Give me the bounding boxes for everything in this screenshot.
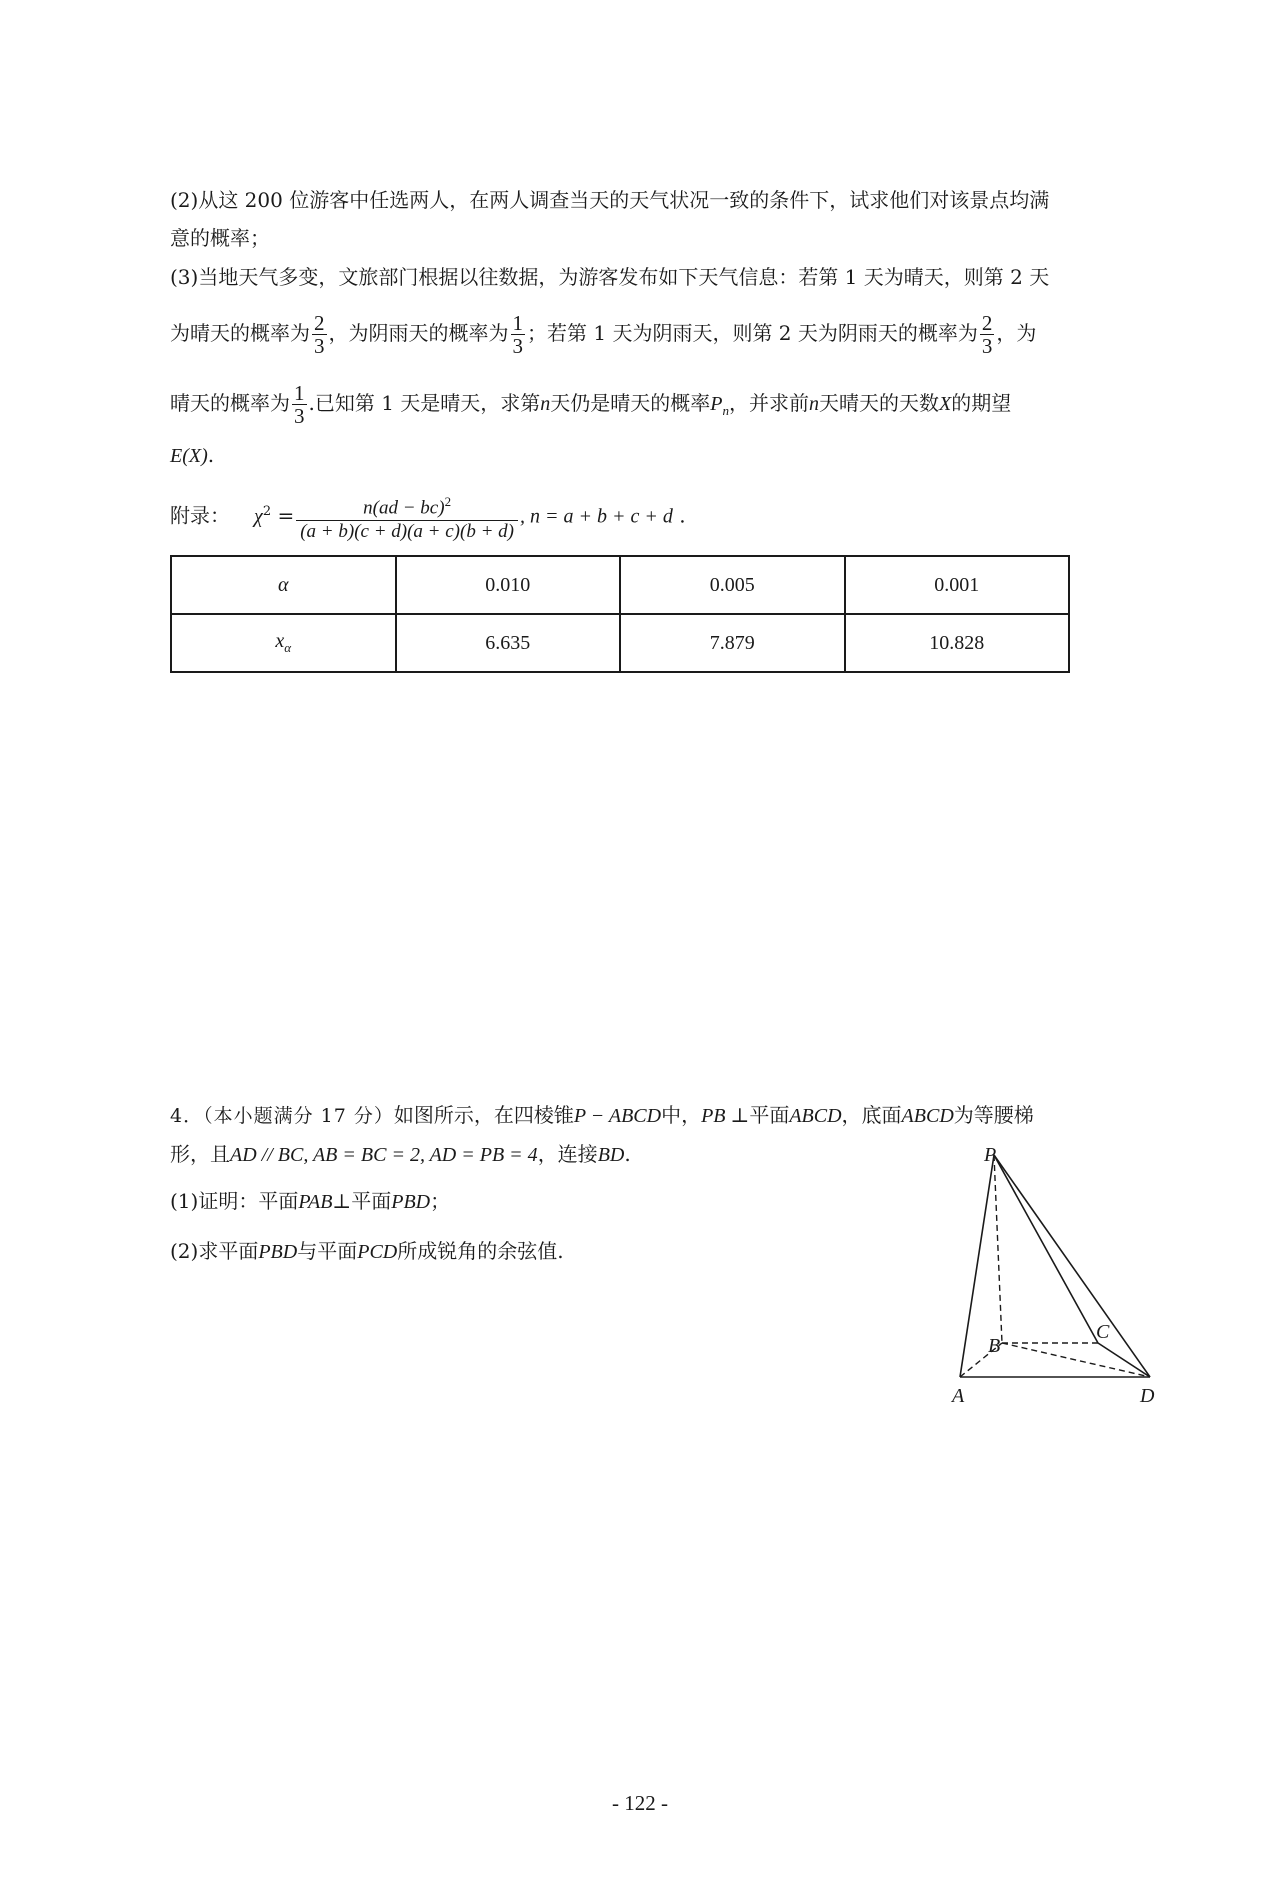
table-cell: 6.635: [396, 614, 621, 672]
table-header-alpha: α: [171, 556, 396, 614]
q4-line2: 形，且AD // BC, AB = BC = 2, AD = PB = 4，连接BD.: [170, 1142, 631, 1166]
q3-part2-line1: (2)从这 200 位游客中任选两人，在两人调查当天的天气状况一致的条件下，试求他们对该景点均满: [170, 188, 1050, 212]
page-number: - 122 -: [612, 1791, 668, 1815]
q3-part3-line3: 晴天的概率为 $\frac{1}{3}$ .已知第 1 天是晴天，求第n天仍是晴天的概率$P_n$，并求前n天晴天的天数X的期望: [170, 381, 1012, 428]
vertex-label-B: B: [988, 1335, 1001, 1357]
table-row: [171, 614, 1069, 672]
chi-square-formula: 附录： $\chi^2$ = $\frac{n(ad - bc)^2}{(a + b)(c + d)(a + c)(b + d)}$ , n = a + b + c + d .: [170, 484, 686, 545]
vertex-label-P: P: [984, 1145, 997, 1166]
q3-part2-line2: 意的概率；: [170, 226, 270, 250]
q3-part3-line1: (3)当地天气多变，文旅部门根据以往数据，为游客发布如下天气信息：若第 1 天为晴天，则第 2 天: [170, 265, 1050, 289]
q3-part3-line2: 为晴天的概率为 $\frac{2}{3}$ ，为阴雨天的概率为 $\frac{1}{3}$ ；若第 1 天为阴雨天，则第 2 天为阴雨天的概率为 $\frac{2}{3}$ ，为: [170, 311, 1037, 358]
q4-part2: (2)求平面PBD与平面PCD所成锐角的余弦值.: [170, 1239, 564, 1263]
chi-square-fraction: $\frac{n(ad - bc)^2}{(a + b)(c + d)(a + c)(b + d)}$: [296, 491, 518, 542]
table-cell: 0.001: [845, 556, 1070, 614]
edge-BD-hidden: [1002, 1343, 1150, 1377]
table-cell: 10.828: [845, 614, 1070, 672]
pyramid-diagram: [950, 1145, 1170, 1415]
table-cell: 7.879: [620, 614, 845, 672]
critical-value-table: [170, 555, 1070, 673]
edge-PB-hidden: [994, 1155, 1002, 1343]
table-cell: 0.005: [620, 556, 845, 614]
fraction-one-third: $\frac{1}{3}$: [294, 381, 305, 428]
fraction-two-thirds: $\frac{2}{3}$: [981, 311, 993, 358]
table-row: [171, 556, 1069, 614]
vertex-label-D: D: [1140, 1385, 1155, 1407]
fraction-two-thirds: $\frac{2}{3}$: [314, 311, 325, 358]
vertex-label-C: C: [1096, 1321, 1110, 1343]
edge-PC: [994, 1155, 1098, 1343]
fraction-one-third: $\frac{1}{3}$: [512, 311, 523, 358]
q3-expectation: E(X).: [170, 443, 215, 467]
q4-line1: 4．（本小题满分 17 分）如图所示，在四棱锥P − ABCD中，PB ⊥平面ABCD，底面ABCD为等腰梯: [170, 1103, 1034, 1127]
vertex-label-A: A: [952, 1385, 965, 1407]
table-header-x-alpha: $x_\alpha$: [171, 614, 396, 672]
table-cell: 0.010: [396, 556, 621, 614]
edge-CD: [1098, 1343, 1150, 1377]
q4-part1: (1)证明：平面PAB⊥平面PBD；: [170, 1189, 451, 1213]
